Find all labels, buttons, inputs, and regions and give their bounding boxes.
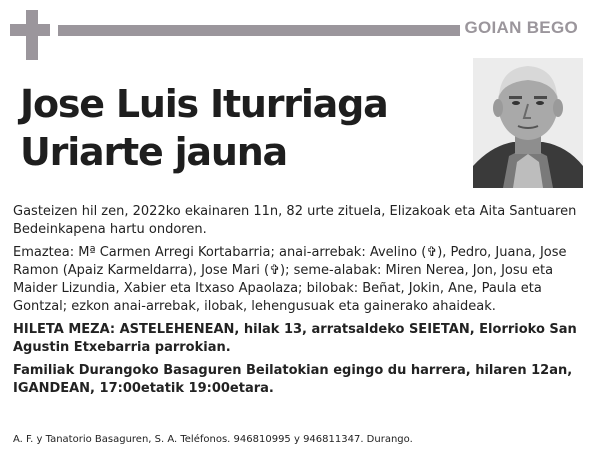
funeral-home-footer: A. F. y Tanatorio Basaguren, S. A. Teléfonos. 946810995 y 946811347. Durango.: [13, 434, 413, 445]
name-line-2: Uriarte jauna: [20, 130, 287, 174]
family-paragraph: Emaztea: Mª Carmen Arregi Kortabarria; anai-arrebak: Avelino (✞), Pedro, Juana, Jose Ramon (Apaiz Karmeldarra), Jose Mari (✞); seme-alabak: Miren Nerea, Jon, Josu eta Maider Lizundia, Xabier eta Itxaso Apaolaza; bilobak: Beñat, Jokin, Ane, Paula eta Gontzal; ezkon anai-arrebak, ilobak, lehengusuak eta gainerako ahaideak.: [13, 245, 567, 314]
notice-body: [13, 203, 591, 403]
name-line-1: Jose Luis Iturriaga: [20, 82, 388, 126]
wake-paragraph: Familiak Durangoko Basaguren Beilatokian egingo du harrera, hilaren 12an, IGANDEAN, 17:00etatik 19:00etara.: [13, 363, 573, 396]
portrait-photo: [473, 58, 583, 188]
deceased-name: [20, 80, 460, 176]
death-paragraph: Gasteizen hil zen, 2022ko ekainaren 11n, 82 urte zituela, Elizakoak eta Aita Santuaren Bedeinkapena hartu ondoren.: [13, 204, 577, 237]
cross-icon: [0, 0, 60, 60]
header-rule: [58, 25, 460, 36]
mass-paragraph: HILETA MEZA: ASTELEHENEAN, hilak 13, arratsaldeko SEIETAN, Elorrioko San Agustin Etxebarria parrokian.: [13, 322, 577, 355]
header-label: GOIAN BEGO: [464, 18, 578, 37]
